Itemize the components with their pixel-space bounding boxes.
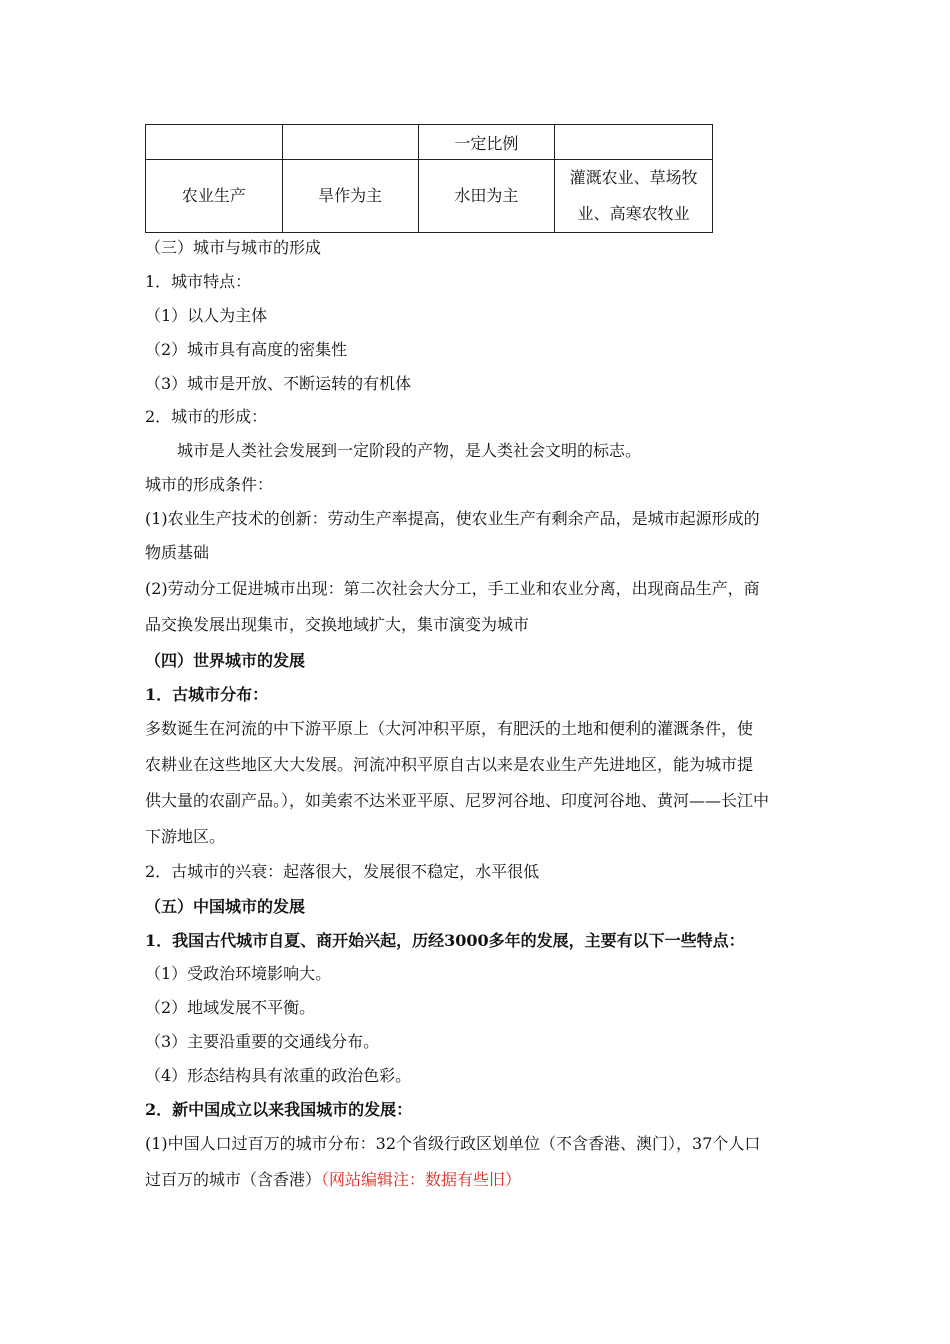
section-heading: （三）城市与城市的形成 bbox=[145, 238, 322, 257]
table-cell bbox=[282, 125, 418, 160]
agriculture-table bbox=[145, 124, 713, 233]
section-heading: （四）世界城市的发展 bbox=[145, 651, 306, 670]
paragraph-line: (1)农业生产技术的创新：劳动生产率提高，使农业生产有剩余产品，是城市起源形成的 bbox=[145, 509, 760, 528]
table-cell: 旱作为主 bbox=[282, 160, 418, 233]
list-item: （2）城市具有高度的密集性 bbox=[145, 340, 348, 359]
subheading: 2．新中国成立以来我国城市的发展： bbox=[145, 1100, 413, 1119]
table-cell bbox=[555, 125, 713, 160]
paragraph-line: 多数诞生在河流的中下游平原上（大河冲积平原，有肥沃的土地和便利的灌溉条件，使 bbox=[145, 719, 754, 738]
table-cell: 农业生产 bbox=[146, 160, 283, 233]
paragraph-line: (2)劳动分工促进城市出现：第二次社会大分工，手工业和农业分离，出现商品生产，商 bbox=[145, 579, 760, 598]
table-cell bbox=[146, 125, 283, 160]
list-item: （1）受政治环境影响大。 bbox=[145, 964, 332, 983]
list-item: （1）以人为主体 bbox=[145, 306, 268, 325]
editor-note: （网站编辑注：数据有些旧） bbox=[321, 1170, 522, 1189]
subheading: 1．城市特点： bbox=[145, 272, 252, 291]
list-item: （3）主要沿重要的交通线分布。 bbox=[145, 1032, 380, 1051]
table-row bbox=[146, 125, 713, 160]
table-row bbox=[146, 160, 713, 233]
paragraph-line bbox=[145, 1170, 521, 1190]
paragraph-line: 物质基础 bbox=[145, 543, 210, 562]
list-item: （4）形态结构具有浓重的政治色彩。 bbox=[145, 1066, 412, 1085]
table-cell: 一定比例 bbox=[418, 125, 555, 160]
subheading: 1．我国古代城市自夏、商开始兴起，历经3000多年的发展，主要有以下一些特点： bbox=[145, 931, 745, 950]
subheading: 1．古城市分布： bbox=[145, 685, 269, 704]
table-cell: 灌溉农业、草场牧业、高寒农牧业 bbox=[555, 160, 713, 233]
paragraph: 城市的形成条件： bbox=[145, 475, 274, 494]
paragraph-line: 下游地区。 bbox=[145, 827, 226, 846]
paragraph-line: 供大量的农副产品。），如美索不达米亚平原、尼罗河谷地、印度河谷地、黄河——长江中 bbox=[145, 791, 770, 810]
paragraph-line: 农耕业在这些地区大大发展。河流冲积平原自古以来是农业生产先进地区，能为城市提 bbox=[145, 755, 754, 774]
paragraph-line: 品交换发展出现集市，交换地域扩大，集市演变为城市 bbox=[145, 615, 530, 634]
subheading: 2．城市的形成： bbox=[145, 407, 268, 426]
paragraph-text: 过百万的城市（含香港） bbox=[145, 1170, 322, 1189]
list-item: （2）地域发展不平衡。 bbox=[145, 998, 316, 1017]
paragraph: 城市是人类社会发展到一定阶段的产物，是人类社会文明的标志。 bbox=[177, 441, 642, 460]
table-cell: 水田为主 bbox=[418, 160, 555, 233]
subheading: 2．古城市的兴衰：起落很大，发展很不稳定，水平很低 bbox=[145, 862, 540, 881]
section-heading: （五）中国城市的发展 bbox=[145, 897, 306, 916]
paragraph-line: (1)中国人口过百万的城市分布：32个省级行政区划单位（不含香港、澳门），37个人口 bbox=[145, 1134, 761, 1153]
list-item: （3）城市是开放、不断运转的有机体 bbox=[145, 374, 412, 393]
